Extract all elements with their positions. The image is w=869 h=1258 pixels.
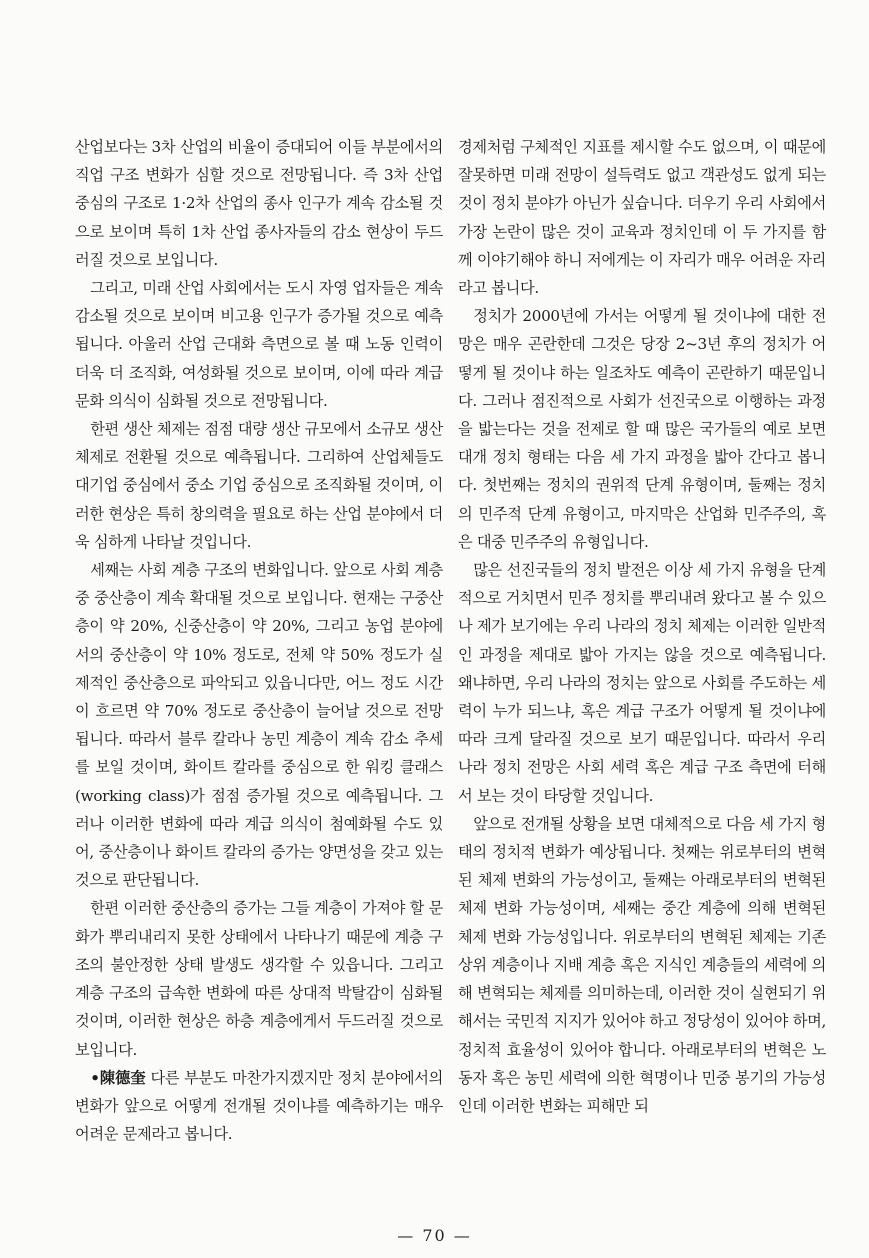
left-paragraph-4: 세째는 사회 계층 구조의 변화입니다. 앞으로 사회 계층 중 중산층이 계속 확대될 것으로 보입니다. 현재는 구중산층이 약 20%, 신중산층이 약 20%, 그리고 농업 분야에서의 중산층이 약 10% 정도로, 전체 약 50% 정도가 실제적인 중산층으로 파악되고 있읍니다만, 어느 정도 시간이 흐르면 약 70% 정도로 중산층이 늘어날 것으로 전망됩니다. 따라서 블루 칼라나 농민 계층이 계속 감소 추세를 보일 것이며, 화이트 칼라를 중심으로 한 워킹 클래스(working class)가 점점 증가될 것으로 예측됩니다. 그러나 이러한 변화에 따라 계급 의식이 첨예화될 수도 있어, 중산층이나 화이트 칼라의 증가는 양면성을 갖고 있는 것으로 판단됩니다. [75, 561, 443, 890]
page-number: — 70 — [397, 1226, 472, 1245]
speaker-name: •陳德奎 [90, 1068, 146, 1087]
right-paragraph-2: 정치가 2000년에 가서는 어떻게 될 것이냐에 대한 전망은 매우 곤란한데 그것은 당장 2~3년 후의 정치가 어떻게 될 것이냐 하는 일조차도 예측이 곤란하기 때문입니다. 그러나 점진적으로 사회가 선진국으로 이행하는 과정을 밟는다는 것을 전제로 할 때 많은 국가들의 예로 보면 대개 정치 형태는 다음 세 가지 과정을 밟아 간다고 봅니다. 첫번째는 정치의 권위적 단계 유형이며, 둘째는 정치의 민주적 단계 유형이고, 마지막은 산업화 민주주의, 혹은 대중 민주주의 유형입니다. [458, 307, 826, 551]
left-paragraph-3: 한편 생산 체제는 점점 대량 생산 규모에서 소규모 생산 체제로 전환될 것으로 예측됩니다. 그리하여 산업체들도 대기업 중심에서 중소 기업 중심으로 조직화될 것이며, 이러한 현상은 특히 창의력을 필요로 하는 산업 분야에서 더욱 심하게 나타날 것입니다. [75, 420, 443, 551]
left-paragraph-5: 한편 이러한 중산층의 증가는 그들 계층이 가져야 할 문화가 뿌리내리지 못한 상태에서 나타나기 때문에 계층 구조의 불안정한 상태 발생도 생각할 수 있읍니다. 그리고 계층 구조의 급속한 변화에 따른 상대적 박탈감이 심화될 것이며, 이러한 현상은 하층 계층에게서 두드러질 것으로 보입니다. [75, 899, 443, 1059]
left-paragraph-6 [75, 1064, 443, 1149]
speaker-statement: 다른 부분도 마찬가지겠지만 정치 분야에서의 변화가 앞으로 어떻게 전개될 것이냐를 예측하기는 매우 어려운 문제라고 봅니다. [75, 1068, 443, 1144]
right-column [458, 133, 826, 1120]
left-paragraph-2: 그리고, 미래 산업 사회에서는 도시 자영 업자들은 계속 감소될 것으로 보이며 비고용 인구가 증가될 것으로 예측됩니다. 아울러 산업 근대화 측면으로 볼 때 노동 인력이 더욱 더 조직화, 여성화될 것으로 보이며, 이에 따라 계급 문화 의식이 심화될 것으로 전망됩니다. [75, 279, 443, 410]
right-paragraph-4: 앞으로 전개될 상황을 보면 대체적으로 다음 세 가지 형태의 정치적 변화가 예상됩니다. 첫째는 위로부터의 변혁된 체제 변화의 가능성이고, 둘째는 아래로부터의 변혁된 체제 변화 가능성이며, 세째는 중간 계층에 의해 변혁된 체제 변화 가능성입니다. 위로부터의 변혁된 체제는 기존 상위 계층이나 지배 계층 혹은 지식인 계층들의 세력에 의해 변혁되는 체제를 의미하는데, 이러한 것이 실현되기 위해서는 국민적 지지가 있어야 하고 정당성이 있어야 하며, 정치적 효율성이 있어야 합니다. 아래로부터의 변혁은 노동자 혹은 농민 세력에 의한 혁명이나 민중 봉기의 가능성인데 이러한 변화는 피해만 되 [458, 814, 826, 1115]
right-paragraph-3: 많은 선진국들의 정치 발전은 이상 세 가지 유형을 단계적으로 거치면서 민주 정치를 뿌리내려 왔다고 볼 수 있으나 제가 보기에는 우리 나라의 정치 체제는 이러한 일반적인 과정을 제대로 밟아 가지는 않을 것으로 예측됩니다. 왜냐하면, 우리 나라의 정치는 앞으로 사회를 주도하는 세력이 누가 되느냐, 혹은 계급 구조가 어떻게 될 것이냐에 따라 크게 달라질 것으로 보기 때문입니다. 따라서 우리 나라 정치 전망은 사회 세력 혹은 계급 구조 측면에 터해서 보는 것이 타당할 것입니다. [458, 561, 826, 805]
right-paragraph-1: 경제처럼 구체적인 지표를 제시할 수도 없으며, 이 때문에 잘못하면 미래 전망이 설득력도 없고 객관성도 없게 되는 것이 정치 분야가 아닌가 싶습니다. 더우기 우리 사회에서 가장 논란이 많은 것이 교육과 정치인데 이 두 가지를 함께 이야기해야 하니 저에게는 이 자리가 매우 어려운 자리라고 봅니다. [458, 138, 826, 298]
left-paragraph-1: 산업보다는 3차 산업의 비율이 증대되어 이들 부분에서의 직업 구조 변화가 심할 것으로 전망됩니다. 즉 3차 산업 중심의 구조로 1·2차 산업의 종사 인구가 계속 감소될 것으로 보이며 특히 1차 산업 종사자들의 감소 현상이 두드러질 것으로 보입니다. [75, 138, 443, 269]
left-column [75, 133, 443, 1148]
